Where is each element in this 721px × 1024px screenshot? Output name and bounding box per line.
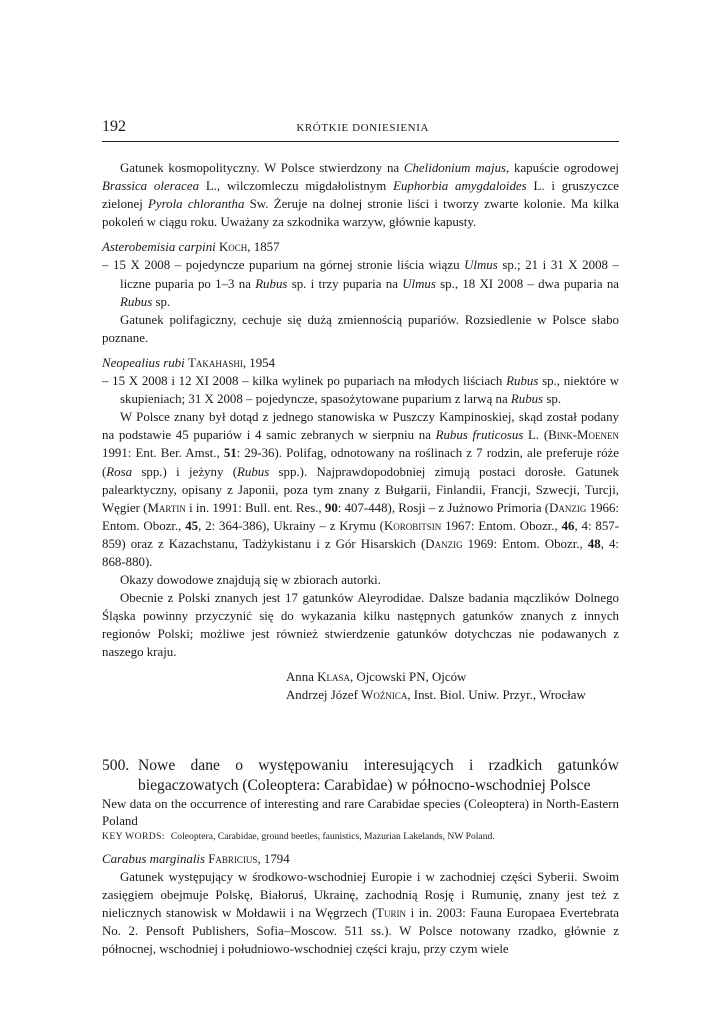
species-heading-neopealius bbox=[102, 354, 619, 372]
text-run: L., wilczomleczu migdałolistnym bbox=[199, 179, 394, 194]
text-run: Gatunek kosmopolityczny. W Polsce stwierdzony na bbox=[120, 161, 404, 175]
page-number: 192 bbox=[102, 118, 126, 135]
species-name: Rubus bbox=[255, 276, 288, 291]
keywords-label: KEY WORDS: bbox=[102, 830, 165, 842]
species-name: Rubus bbox=[510, 392, 544, 407]
text-run: 1991: Ent. Ber. Amst., bbox=[102, 446, 224, 461]
species-name: Rubus bbox=[237, 464, 270, 479]
record-entry bbox=[102, 372, 619, 408]
species-year: , 1857 bbox=[247, 240, 280, 255]
species-name: Rubus bbox=[120, 294, 153, 309]
article-title bbox=[102, 756, 619, 796]
body-paragraph bbox=[102, 408, 619, 571]
volume-number: 45 bbox=[185, 518, 199, 533]
text-run: Gatunek występujący w środkowo-wschodniej Europie i w zachodniej części Syberii. Swoim zasięgiem obejmuje Polskę, Białoruś, Ukrainę, zachodnią Rosję i Rumunię, znany jest też z nielicznych stanowisk w Mołdawii i na Węgrzech ( bbox=[102, 869, 619, 920]
text-run: , Inst. Biol. Uniw. Przyr., Wrocław bbox=[407, 687, 586, 702]
species-name: Rubus fruticosus bbox=[435, 428, 524, 443]
record-entry bbox=[102, 256, 619, 310]
text-run: Sw. Żeruje na dolnej stronie liści i tworzy zwarte kolonie. Ma kilka pokoleń w ciągu roku. Uważany za szkodnika warzyw, głównie kapusty. bbox=[102, 197, 619, 230]
text-run: sp. bbox=[543, 392, 562, 407]
species-name: Brassica oleracea bbox=[102, 179, 200, 194]
species-author: Fabricius bbox=[208, 851, 258, 866]
text-run: , Ojcowski PN, Ojców bbox=[349, 669, 467, 684]
text-run: sp. bbox=[152, 294, 171, 309]
body-paragraph bbox=[102, 868, 619, 958]
text-run: L. ( bbox=[523, 428, 549, 443]
signature-line bbox=[286, 668, 619, 686]
text-run: sp.; 21 i 31 X 2008 – liczne puparia po 1–3 na bbox=[120, 258, 619, 291]
article-number: 500. bbox=[102, 756, 130, 774]
body-paragraph: Obecnie z Polski znanych jest 17 gatunków Aleyrodidae. Dalsze badania mączlików Dolnego Śląska powinny przyczynić się do wykazania kilku następnych gatunków znanych z innych regionów Polski; możliwe jest również stwierdzenie gatunków dotychczas nie podawanych z naszego kraju. bbox=[102, 591, 619, 660]
volume-number: 90 bbox=[324, 500, 338, 515]
text-run: W Polsce znany był dotąd z jednego stanowiska w Puszczy Kampinoskiej, skąd został podany na podstawie 45 pupariów i 4 samic zebranych w sierpniu na bbox=[102, 410, 619, 443]
species-author: Koch bbox=[218, 240, 248, 255]
species-name: Ulmus bbox=[464, 258, 498, 273]
text-run: , 2: 364-386), Ukrainy – z Krymu ( bbox=[198, 518, 384, 533]
species-note: Gatunek polifagiczny, cechuje się dużą zmiennością pupariów. Rozsiedlenie w Polsce słabo poznane. bbox=[102, 312, 619, 345]
signature-line bbox=[286, 686, 619, 704]
english-title: New data on the occurrence of interesting and rare Carabidae species (Coleoptera) in North-Eastern Poland bbox=[102, 796, 619, 828]
volume-number: 51 bbox=[223, 446, 237, 461]
text-run: , 4: 857-859) oraz z Kazachstanu, Tadżykistanu i z Gór Hisarskich ( bbox=[102, 518, 620, 551]
text-run: – 15 X 2008 – pojedyncze puparium na górnej stronie liścia wiązu bbox=[102, 258, 465, 273]
text-run: L. i gruszyczce zielonej bbox=[102, 179, 619, 212]
citation-author: Turin bbox=[376, 906, 407, 920]
author-signature bbox=[286, 668, 619, 704]
species-name: Pyrola chlorantha bbox=[148, 197, 245, 212]
volume-number: 46 bbox=[561, 518, 575, 533]
species-year: , 1954 bbox=[242, 355, 276, 370]
species-name: Rosa bbox=[106, 464, 133, 479]
species-year: , 1794 bbox=[257, 851, 290, 866]
text-run: sp., niektóre w skupieniach; 31 X 2008 – pojedyncze, spasożytowane puparium z larwą na bbox=[120, 374, 620, 407]
species-heading-carabus bbox=[102, 850, 619, 868]
text-run: : 407-448), Rosji – z Jużnowo Primoria ( bbox=[337, 500, 550, 515]
text-run: Anna bbox=[286, 669, 318, 684]
text-run: i in. 2003: Fauna Europaea Evertebrata No. 2. Pensoft Publishers, Sofia–Moscow. 511 ss.). W Polsce notowany rzadko, głównie z północnej, wschodniej i południowo-wschodniej części kraju, przy czym wiele bbox=[102, 906, 619, 957]
text-run: Andrzej Józef bbox=[286, 687, 362, 702]
citation-author: Korobitsin bbox=[383, 518, 442, 533]
species-author: Takahashi bbox=[187, 355, 243, 370]
species-name: Euphorbia amygdaloides bbox=[393, 179, 527, 194]
volume-number: 48 bbox=[587, 536, 601, 551]
text-run: , 4: 868-880). bbox=[102, 536, 619, 569]
running-title: KRÓTKIE DONIESIENIA bbox=[296, 122, 429, 134]
text-run: 1966: Entom. Obozr., bbox=[102, 500, 620, 533]
text-run: spp.). Najprawdopodobniej zimują postaci dorosłe. Gatunek palearktyczny, opisany z Japonii, poza tym znany z Bułgarii, Finlandii, Francji, Szwecji, Turcji, Węgier ( bbox=[102, 464, 619, 515]
text-run: 1967: Entom. Obozr., bbox=[441, 518, 562, 533]
citation-author: Bink-Moenen bbox=[548, 428, 619, 443]
citation-author: Danzig bbox=[425, 536, 463, 551]
citation-author: Danzig bbox=[549, 500, 587, 515]
species-name: Ulmus bbox=[402, 276, 436, 291]
article-title-text: Nowe dane o występowaniu interesujących i rzadkich gatunków biegaczowatych (Coleoptera: Carabidae) w północno-wschodniej Polsce bbox=[138, 756, 619, 794]
text-run: , kapuście ogrodowej bbox=[506, 161, 620, 175]
running-header bbox=[102, 118, 619, 142]
species-name: Neopealius rubi bbox=[102, 355, 185, 370]
keywords-list: Coleoptera, Carabidae, ground beetles, faunistics, Mazurian Lakelands, NW Poland. bbox=[170, 830, 495, 842]
species-name: Rubus bbox=[506, 374, 539, 389]
text-run: – 15 X 2008 i 12 XI 2008 – kilka wylinek po pupariach na młodych liściach bbox=[102, 374, 507, 389]
body-paragraph: Okazy dowodowe znajdują się w zbiorach autorki. bbox=[120, 573, 381, 588]
text-run: sp. i trzy puparia na bbox=[287, 276, 403, 291]
text-run: spp.) i jeżyny ( bbox=[132, 464, 237, 479]
species-heading-asterobemisia bbox=[102, 238, 619, 256]
text-run: 1969: Entom. Obozr., bbox=[462, 536, 588, 551]
intro-paragraph bbox=[102, 159, 619, 231]
text-run: sp., 18 XI 2008 – dwa puparia na bbox=[435, 276, 619, 291]
page-body bbox=[102, 159, 619, 958]
keywords bbox=[102, 830, 619, 843]
author-surname: Klasa bbox=[317, 669, 350, 684]
author-surname: Woźnica bbox=[361, 687, 408, 702]
text-run: i in. 1991: Bull. ent. Res., bbox=[185, 500, 325, 515]
page bbox=[102, 118, 619, 958]
citation-author: Martin bbox=[147, 500, 186, 515]
species-name: Chelidonium majus bbox=[403, 161, 507, 175]
species-name: Asterobemisia carpini bbox=[102, 240, 216, 255]
species-name: Carabus marginalis bbox=[102, 851, 206, 866]
text-run: : 29-36). Polifag, odnotowany na roślinach z 7 rodzin, ale preferuje róże ( bbox=[102, 446, 619, 479]
